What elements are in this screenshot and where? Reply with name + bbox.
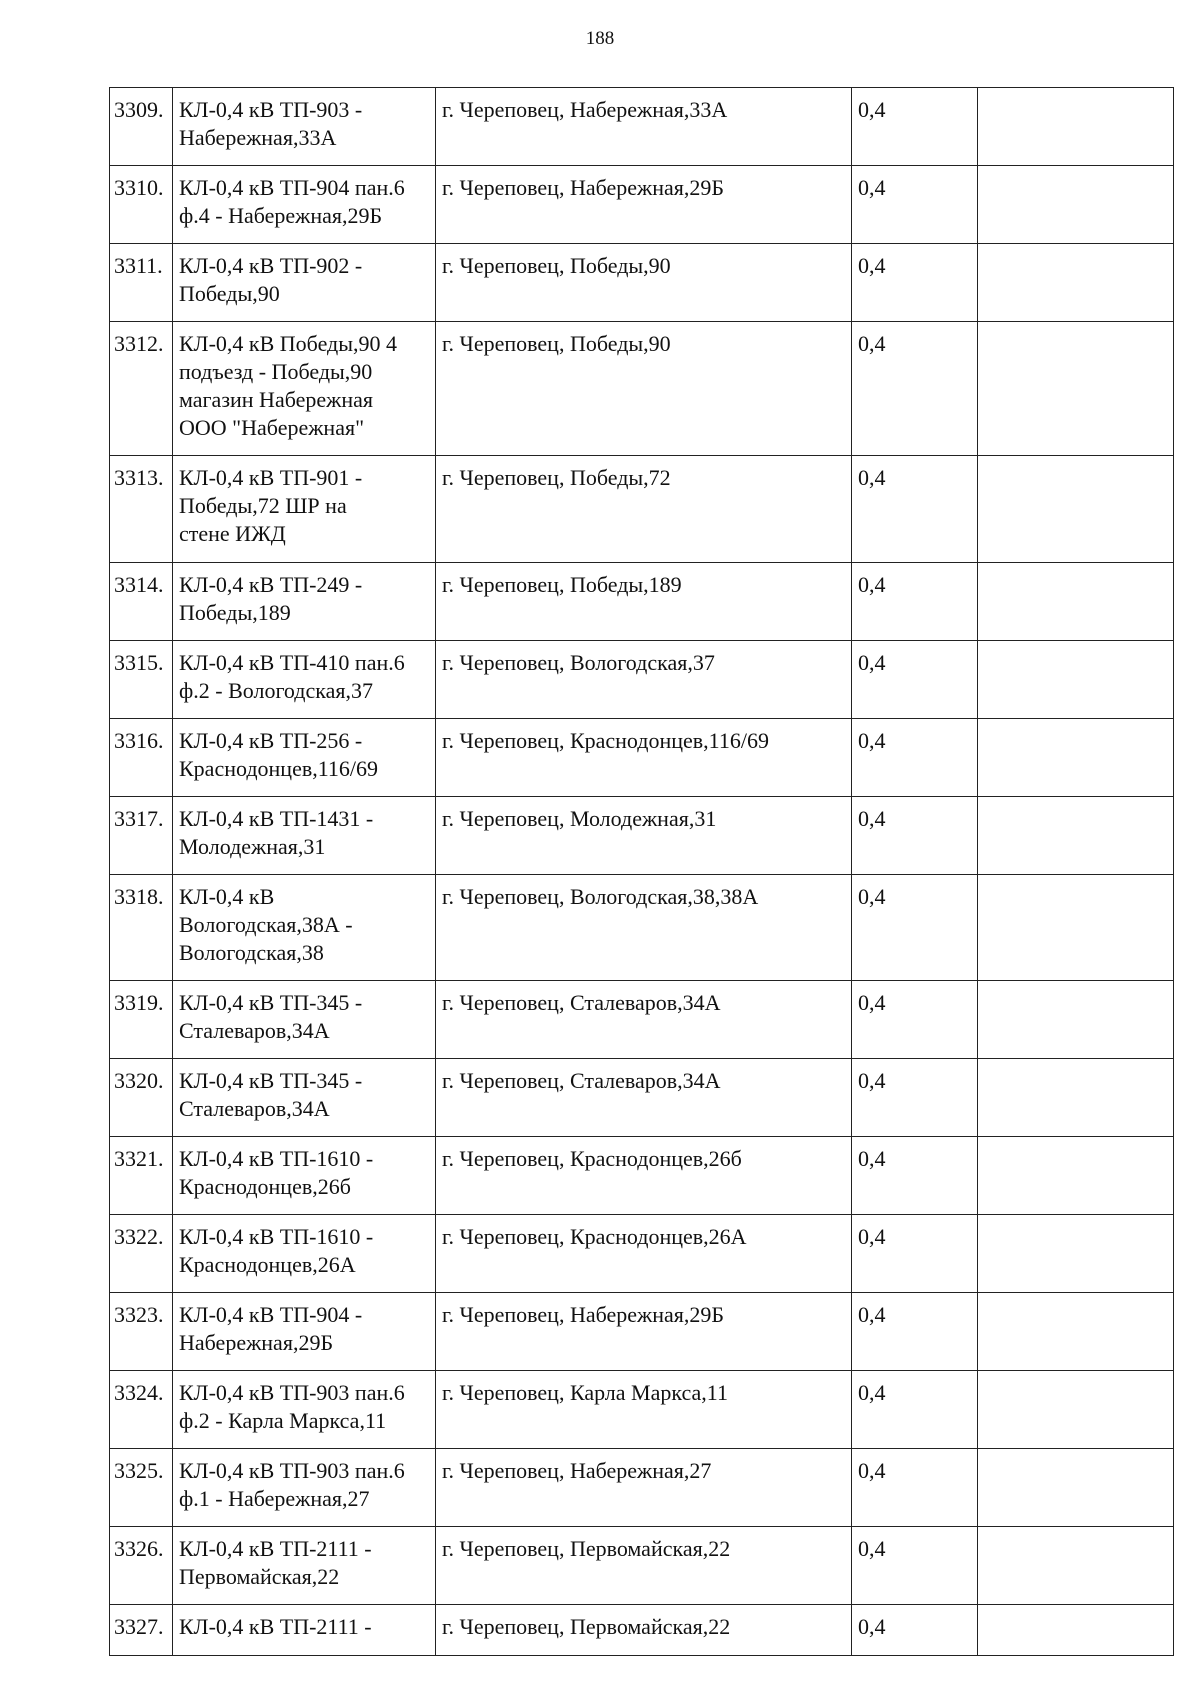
table-row [110, 797, 1174, 875]
row-number: 3309. [110, 88, 173, 166]
cable-line-name: КЛ-0,4 кВ Вологодская,38А - Вологодская,38 [173, 875, 436, 981]
address: г. Череповец, Победы,90 [436, 244, 852, 322]
voltage-kv: 0,4 [852, 1371, 978, 1449]
cable-line-name: КЛ-0,4 кВ ТП-903 пан.6 ф.1 - Набережная,27 [173, 1449, 436, 1527]
table-row [110, 1527, 1174, 1605]
voltage-kv: 0,4 [852, 1293, 978, 1371]
row-number: 3313. [110, 456, 173, 563]
table-row [110, 88, 1174, 166]
row-number: 3318. [110, 875, 173, 981]
row-number: 3327. [110, 1605, 173, 1656]
voltage-kv: 0,4 [852, 719, 978, 797]
address: г. Череповец, Сталеваров,34А [436, 981, 852, 1059]
note [978, 719, 1174, 797]
voltage-kv: 0,4 [852, 166, 978, 244]
table-row [110, 563, 1174, 641]
voltage-kv: 0,4 [852, 875, 978, 981]
address: г. Череповец, Набережная,33А [436, 88, 852, 166]
address: г. Череповец, Краснодонцев,26А [436, 1215, 852, 1293]
cable-line-name: КЛ-0,4 кВ ТП-1431 - Молодежная,31 [173, 797, 436, 875]
note [978, 1215, 1174, 1293]
note [978, 1527, 1174, 1605]
table-row [110, 1059, 1174, 1137]
row-number: 3320. [110, 1059, 173, 1137]
cable-line-name: КЛ-0,4 кВ ТП-345 - Сталеваров,34А [173, 981, 436, 1059]
row-number: 3316. [110, 719, 173, 797]
table-row [110, 166, 1174, 244]
voltage-kv: 0,4 [852, 1605, 978, 1656]
note [978, 166, 1174, 244]
table-row [110, 981, 1174, 1059]
address: г. Череповец, Первомайская,22 [436, 1605, 852, 1656]
note [978, 797, 1174, 875]
voltage-kv: 0,4 [852, 88, 978, 166]
cable-line-name: КЛ-0,4 кВ ТП-249 - Победы,189 [173, 563, 436, 641]
note [978, 641, 1174, 719]
row-number: 3326. [110, 1527, 173, 1605]
row-number: 3322. [110, 1215, 173, 1293]
voltage-kv: 0,4 [852, 981, 978, 1059]
address: г. Череповец, Молодежная,31 [436, 797, 852, 875]
voltage-kv: 0,4 [852, 1137, 978, 1215]
cable-line-name: КЛ-0,4 кВ ТП-903 - Набережная,33А [173, 88, 436, 166]
row-number: 3314. [110, 563, 173, 641]
cable-line-name: КЛ-0,4 кВ ТП-904 - Набережная,29Б [173, 1293, 436, 1371]
cable-line-name: КЛ-0,4 кВ ТП-256 - Краснодонцев,116/69 [173, 719, 436, 797]
table-row [110, 1371, 1174, 1449]
voltage-kv: 0,4 [852, 1215, 978, 1293]
row-number: 3325. [110, 1449, 173, 1527]
note [978, 88, 1174, 166]
voltage-kv: 0,4 [852, 322, 978, 456]
table-row [110, 719, 1174, 797]
note [978, 1449, 1174, 1527]
cable-line-name: КЛ-0,4 кВ ТП-2111 - [173, 1605, 436, 1656]
cable-line-name: КЛ-0,4 кВ ТП-2111 - Первомайская,22 [173, 1527, 436, 1605]
cable-line-name: КЛ-0,4 кВ ТП-904 пан.6 ф.4 - Набережная,29Б [173, 166, 436, 244]
row-number: 3317. [110, 797, 173, 875]
note [978, 981, 1174, 1059]
table-row [110, 1137, 1174, 1215]
voltage-kv: 0,4 [852, 1527, 978, 1605]
cable-line-name: КЛ-0,4 кВ ТП-345 - Сталеваров,34А [173, 1059, 436, 1137]
note [978, 322, 1174, 456]
note [978, 244, 1174, 322]
cable-line-name: КЛ-0,4 кВ ТП-901 - Победы,72 ШР на стене ИЖД [173, 456, 436, 563]
cable-lines-table [109, 87, 1174, 1656]
cable-line-name: КЛ-0,4 кВ ТП-902 - Победы,90 [173, 244, 436, 322]
note [978, 1137, 1174, 1215]
address: г. Череповец, Вологодская,37 [436, 641, 852, 719]
address: г. Череповец, Карла Маркса,11 [436, 1371, 852, 1449]
address: г. Череповец, Набережная,29Б [436, 166, 852, 244]
page-number: 188 [585, 28, 615, 49]
cable-line-name: КЛ-0,4 кВ ТП-1610 - Краснодонцев,26А [173, 1215, 436, 1293]
note [978, 563, 1174, 641]
cable-line-name: КЛ-0,4 кВ Победы,90 4 подъезд - Победы,90 магазин Набережная ООО "Набережная" [173, 322, 436, 456]
address: г. Череповец, Краснодонцев,116/69 [436, 719, 852, 797]
row-number: 3310. [110, 166, 173, 244]
row-number: 3312. [110, 322, 173, 456]
voltage-kv: 0,4 [852, 1449, 978, 1527]
table-row [110, 641, 1174, 719]
table-row [110, 322, 1174, 456]
note [978, 1605, 1174, 1656]
note [978, 1293, 1174, 1371]
row-number: 3324. [110, 1371, 173, 1449]
table-row [110, 244, 1174, 322]
voltage-kv: 0,4 [852, 641, 978, 719]
address: г. Череповец, Сталеваров,34А [436, 1059, 852, 1137]
address: г. Череповец, Набережная,29Б [436, 1293, 852, 1371]
table-row [110, 1605, 1174, 1656]
address: г. Череповец, Вологодская,38,38А [436, 875, 852, 981]
table-row [110, 456, 1174, 563]
note [978, 875, 1174, 981]
voltage-kv: 0,4 [852, 1059, 978, 1137]
row-number: 3321. [110, 1137, 173, 1215]
cable-line-name: КЛ-0,4 кВ ТП-903 пан.6 ф.2 - Карла Маркса,11 [173, 1371, 436, 1449]
address: г. Череповец, Первомайская,22 [436, 1527, 852, 1605]
table-row [110, 1449, 1174, 1527]
note [978, 1059, 1174, 1137]
note [978, 1371, 1174, 1449]
row-number: 3315. [110, 641, 173, 719]
row-number: 3311. [110, 244, 173, 322]
voltage-kv: 0,4 [852, 456, 978, 563]
cable-line-name: КЛ-0,4 кВ ТП-410 пан.6 ф.2 - Вологодская,37 [173, 641, 436, 719]
row-number: 3319. [110, 981, 173, 1059]
address: г. Череповец, Набережная,27 [436, 1449, 852, 1527]
note [978, 456, 1174, 563]
address: г. Череповец, Краснодонцев,26б [436, 1137, 852, 1215]
table-body [110, 88, 1174, 1656]
voltage-kv: 0,4 [852, 563, 978, 641]
table-row [110, 1293, 1174, 1371]
address: г. Череповец, Победы,90 [436, 322, 852, 456]
voltage-kv: 0,4 [852, 244, 978, 322]
cable-line-name: КЛ-0,4 кВ ТП-1610 - Краснодонцев,26б [173, 1137, 436, 1215]
table-row [110, 875, 1174, 981]
address: г. Череповец, Победы,72 [436, 456, 852, 563]
table-row [110, 1215, 1174, 1293]
voltage-kv: 0,4 [852, 797, 978, 875]
row-number: 3323. [110, 1293, 173, 1371]
address: г. Череповец, Победы,189 [436, 563, 852, 641]
